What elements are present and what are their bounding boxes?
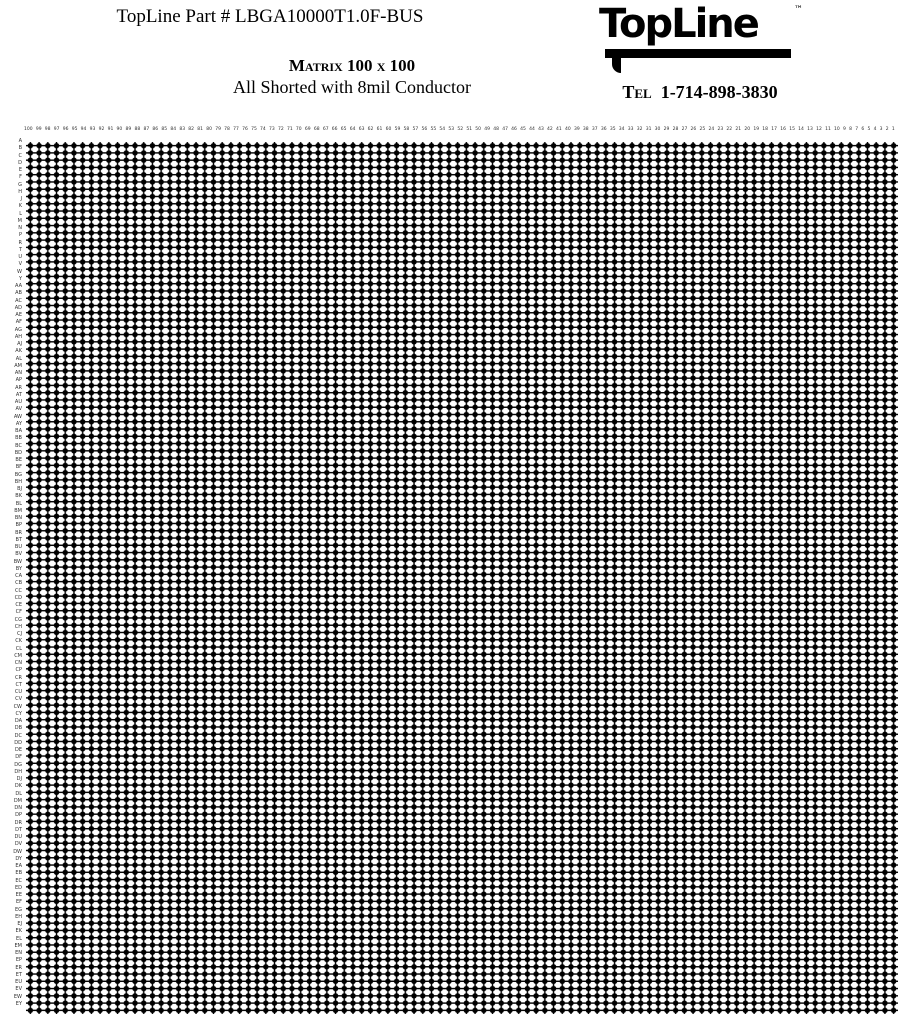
column-label: 49 (484, 127, 490, 132)
row-label: DF (15, 754, 22, 761)
column-label: 60 (385, 127, 392, 132)
row-label: N (18, 225, 22, 231)
column-label: 9 (843, 127, 846, 132)
column-label: 68 (313, 127, 320, 132)
row-label: CW (13, 703, 22, 710)
column-label: 71 (286, 127, 293, 132)
column-label: 33 (627, 127, 634, 132)
row-label: ET (15, 971, 22, 978)
row-label: DY (15, 855, 22, 862)
row-label: AV (15, 406, 22, 413)
row-label: BM (14, 507, 22, 514)
column-label: 90 (116, 127, 123, 132)
row-label: R (18, 239, 22, 246)
row-label: CH (14, 623, 22, 630)
column-label: 84 (170, 127, 177, 132)
column-label: 70 (295, 127, 302, 132)
column-label: 85 (161, 127, 168, 132)
row-label: BL (15, 500, 22, 507)
column-label: 64 (349, 127, 356, 132)
row-label: BC (15, 442, 22, 449)
row-label: BV (15, 551, 22, 558)
row-label: CF (15, 609, 22, 616)
row-label: DE (14, 747, 22, 753)
column-label: 69 (304, 127, 311, 132)
column-label: 57 (412, 127, 419, 132)
column-label: 11 (825, 127, 831, 132)
row-label: DJ (16, 776, 22, 782)
column-label: 50 (475, 127, 482, 132)
row-label: EB (15, 870, 22, 877)
row-label: AF (15, 319, 22, 326)
row-label: AU (14, 399, 22, 405)
column-label: 54 (439, 127, 446, 132)
column-label: 79 (215, 127, 221, 132)
column-label: 47 (502, 127, 508, 132)
tel-label: Tel (622, 82, 652, 102)
column-label: 77 (233, 127, 239, 132)
column-label: 91 (107, 127, 114, 132)
row-label: ED (14, 884, 22, 891)
row-label: DW (13, 848, 22, 855)
row-label: EL (16, 935, 22, 942)
matrix-title: Matrix 100 x 100 (288, 56, 416, 75)
column-label: 37 (591, 127, 598, 132)
column-label: 46 (511, 127, 517, 132)
column-label: 75 (251, 127, 257, 132)
column-label: 28 (672, 127, 679, 132)
row-label: BR (15, 529, 22, 536)
column-label: 55 (430, 127, 437, 132)
row-label: BH (14, 478, 22, 485)
row-label: BK (15, 493, 22, 500)
row-label: AM (14, 362, 22, 369)
column-label: 78 (224, 127, 230, 132)
row-label: AG (14, 326, 22, 333)
column-label: 67 (322, 127, 329, 132)
row-label: AR (15, 384, 22, 391)
row-label: AK (15, 348, 22, 355)
row-label: F (19, 174, 22, 181)
column-label: 88 (134, 127, 141, 132)
column-label: 1 (891, 127, 895, 132)
row-label: AY (15, 420, 22, 427)
column-label: 2 (885, 127, 889, 132)
row-label: EN (15, 950, 22, 956)
column-label: 39 (573, 127, 580, 132)
row-label: BP (15, 522, 22, 529)
row-label: CL (15, 645, 22, 652)
column-label: 51 (466, 127, 473, 132)
column-label: 53 (448, 127, 455, 132)
column-label: 24 (708, 127, 715, 132)
column-label: 32 (636, 127, 643, 132)
trademark-symbol: ™ (794, 5, 803, 15)
row-label: AP (15, 377, 22, 384)
column-label: 93 (89, 127, 96, 132)
column-label: 5 (867, 127, 871, 132)
row-label: AA (15, 283, 22, 289)
row-label: B (18, 145, 22, 152)
column-label: 6 (861, 127, 865, 132)
column-label: 81 (197, 127, 203, 132)
column-label: 62 (367, 127, 374, 132)
row-label: CM (14, 652, 22, 659)
column-label: 83 (179, 127, 186, 132)
row-label: AE (15, 312, 22, 318)
column-label: 35 (609, 127, 616, 132)
row-label: CC (15, 587, 22, 594)
column-label: 73 (269, 127, 275, 132)
row-label: EP (15, 957, 22, 964)
row-label: AW (13, 413, 22, 420)
row-label: CG (14, 616, 22, 623)
column-label: 56 (421, 127, 428, 132)
column-label: 27 (681, 127, 688, 132)
row-label: DV (14, 841, 22, 848)
column-label: 19 (753, 127, 760, 132)
row-label: BW (13, 558, 22, 565)
row-label: EV (15, 986, 22, 993)
column-label: 31 (645, 127, 652, 132)
column-label: 74 (260, 127, 266, 132)
column-label: 63 (358, 127, 365, 132)
row-label: DT (15, 826, 22, 833)
row-label: K (18, 203, 22, 210)
column-label: 48 (493, 127, 499, 132)
row-label: L (19, 210, 22, 217)
column-label: 66 (331, 127, 338, 132)
row-label: BT (15, 536, 22, 543)
row-label: EJ (17, 921, 22, 927)
column-label: 17 (771, 127, 777, 132)
column-label: 65 (340, 127, 347, 132)
phone-line (597, 82, 803, 103)
row-label: CD (14, 594, 22, 601)
row-label: EE (15, 892, 22, 898)
row-label: DU (14, 834, 22, 840)
logo-wordmark: TopLine (599, 1, 758, 47)
row-label: EU (15, 979, 22, 985)
row-label: CT (15, 681, 22, 688)
row-label: DC (14, 732, 22, 739)
column-label: 44 (529, 127, 535, 132)
row-label: CR (15, 674, 22, 681)
column-label: 36 (600, 127, 607, 132)
row-label: BU (14, 544, 22, 550)
column-label: 82 (188, 127, 195, 132)
row-label: EF (15, 899, 22, 906)
row-label: D (18, 159, 22, 166)
row-label: DG (14, 761, 22, 768)
row-label: Y (18, 275, 22, 282)
row-label: EW (13, 993, 22, 1000)
row-label: CP (15, 667, 22, 674)
column-label: 22 (726, 127, 733, 132)
row-label: CY (15, 710, 22, 717)
column-label: 52 (457, 127, 464, 132)
column-label: 43 (538, 127, 544, 132)
column-label: 99 (35, 127, 42, 132)
column-label: 58 (403, 127, 410, 132)
row-label: DP (15, 812, 22, 819)
row-label: BY (15, 565, 22, 572)
column-label: 26 (690, 127, 697, 132)
row-label: C (18, 152, 22, 159)
row-label: BA (15, 428, 22, 434)
row-label: ER (15, 964, 22, 971)
row-label: EM (14, 942, 22, 949)
row-label: AT (15, 391, 22, 398)
row-label: DK (14, 783, 22, 790)
row-label: EY (15, 1000, 22, 1007)
row-label: DH (14, 768, 22, 775)
column-label: 95 (71, 127, 78, 132)
row-label: CE (15, 602, 22, 608)
column-label: 59 (394, 127, 401, 132)
row-label: CV (15, 696, 22, 703)
row-label: AH (14, 333, 22, 340)
column-label: 20 (744, 127, 751, 132)
row-label: DM (13, 797, 22, 804)
row-label: EC (15, 877, 22, 884)
row-label: CU (14, 689, 22, 695)
column-label: 21 (735, 127, 742, 132)
row-label: DB (14, 725, 22, 732)
column-label: 80 (206, 127, 212, 132)
row-label: DA (14, 718, 22, 724)
column-label: 25 (699, 127, 706, 132)
column-label: 8 (849, 127, 852, 132)
column-label: 23 (717, 127, 724, 132)
column-label: 87 (143, 127, 150, 132)
column-label: 42 (547, 127, 553, 132)
row-label: BB (15, 435, 22, 442)
row-label: DR (14, 819, 22, 826)
row-label: EA (15, 863, 22, 869)
row-label: AL (15, 355, 22, 362)
row-label: A (18, 138, 22, 144)
column-label: 94 (80, 127, 87, 132)
matrix-subtitle: All Shorted with 8mil Conductor (233, 77, 471, 97)
column-label: 12 (816, 127, 822, 132)
row-label: M (17, 217, 22, 224)
row-label: BD (14, 449, 22, 456)
row-label: U (18, 254, 22, 260)
row-label: V (18, 261, 22, 268)
row-label: G (18, 181, 22, 188)
row-label: AD (14, 304, 22, 311)
part-number: TopLine Part # LBGA10000T1.0F-BUS (116, 6, 424, 27)
column-label: 38 (582, 127, 589, 132)
column-label: 92 (98, 127, 105, 132)
column-label: 16 (780, 127, 786, 132)
column-label: 100 (24, 127, 33, 132)
column-label: 3 (879, 127, 883, 132)
column-label: 13 (807, 127, 813, 132)
column-label: 29 (663, 127, 670, 132)
row-labels (2, 139, 22, 1008)
column-label: 30 (654, 127, 661, 132)
row-label: P (18, 232, 22, 239)
row-label: BN (14, 515, 22, 521)
row-label: CN (14, 660, 22, 666)
column-label: 72 (277, 127, 284, 132)
column-label: 89 (125, 127, 132, 132)
row-label: T (18, 246, 22, 253)
row-label: DL (15, 790, 22, 797)
row-label: CK (15, 638, 22, 645)
row-label: CB (15, 580, 22, 587)
row-label: CJ (17, 631, 22, 637)
row-label: BG (14, 471, 22, 478)
row-label: EH (15, 913, 22, 920)
row-label: E (18, 167, 22, 173)
column-label: 61 (376, 127, 383, 132)
column-label: 97 (53, 127, 60, 132)
row-label: H (18, 188, 22, 195)
row-label: AJ (17, 341, 22, 347)
row-label: BJ (17, 486, 22, 492)
row-label: EG (14, 906, 22, 913)
column-label: 34 (618, 127, 625, 132)
column-label: 86 (152, 127, 159, 132)
column-label: 45 (520, 127, 526, 132)
column-label: 96 (62, 127, 69, 132)
column-labels (24, 128, 895, 133)
row-label: DN (14, 805, 22, 811)
column-label: 40 (564, 127, 571, 132)
row-label: BE (15, 457, 22, 463)
logo-underline-bar (605, 49, 791, 58)
column-label: 4 (873, 127, 877, 132)
column-label: 18 (762, 127, 769, 132)
column-label: 41 (556, 127, 562, 132)
logo-t-descender (612, 49, 621, 73)
row-label: AB (15, 290, 22, 297)
row-label: DD (14, 739, 22, 746)
column-label: 7 (855, 127, 859, 132)
ball-grid (26, 142, 898, 1014)
column-label: 98 (44, 127, 51, 132)
row-label: BF (15, 464, 22, 471)
row-label: CA (15, 573, 22, 579)
column-label: 15 (789, 127, 795, 132)
column-label: 76 (242, 127, 248, 132)
column-label: 14 (798, 127, 804, 132)
topline-logo (597, 2, 803, 80)
row-label: AC (15, 297, 22, 304)
row-label: W (17, 268, 22, 275)
row-label: J (20, 196, 22, 202)
row-label: AN (14, 370, 22, 376)
column-label: 10 (834, 127, 840, 132)
row-label: EK (15, 928, 22, 935)
tel-number: 1-714-898-3830 (660, 82, 778, 102)
